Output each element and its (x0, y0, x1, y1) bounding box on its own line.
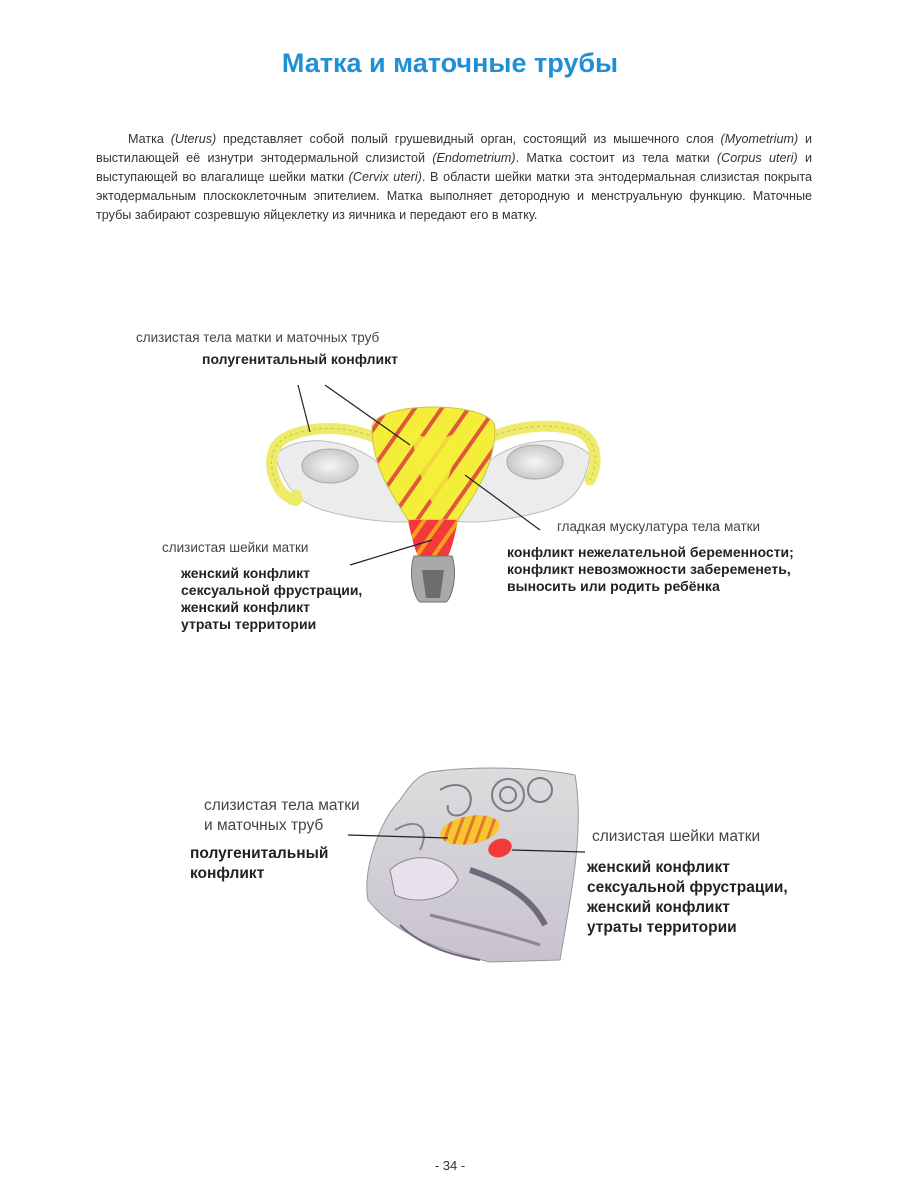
fig1-muscle-conflict-3: выносить или родить ребёнка (507, 578, 720, 594)
fig1-mucosa-body-conflict: полугенитальный конфликт (202, 351, 398, 367)
fig2-mucosa-body-conflict-1: полугенитальный (190, 845, 329, 862)
fig1-mucosa-body-label: слизистая тела матки и маточных труб (136, 330, 380, 345)
fig1-muscle-conflict-1: конфликт нежелательной беременности; (507, 544, 794, 560)
fig2-cervix-label: слизистая шейки матки (592, 828, 761, 845)
fig2-cervix-conflict-3: женский конфликт (587, 899, 730, 916)
fig2-mucosa-body-label-1: слизистая тела матки (204, 797, 360, 814)
fig1-smooth-muscle-label: гладкая мускулатура тела матки (557, 519, 761, 534)
fig1-cervix-conflict-3: женский конфликт (181, 599, 310, 615)
fig2-mucosa-body-label-2: и маточных труб (204, 817, 324, 834)
fig1-cervix-conflict-1: женский конфликт (181, 565, 310, 581)
fig2-cervix-conflict-1: женский конфликт (587, 859, 730, 876)
fig2-cervix-conflict-2: сексуальной фрустрации, (587, 879, 788, 896)
fig1-muscle-conflict-2: конфликт невозможности забеременеть, (507, 561, 791, 577)
fig1-cervix-label: слизистая шейки матки (162, 540, 309, 555)
page-title: Матка и маточные трубы (281, 48, 619, 78)
fig1-cervix-conflict-2: сексуальной фрустрации, (181, 582, 363, 598)
intro-paragraph: Матка (Uterus) представляет собой полый грушевидный орган, состоящий из мышечного слоя (Myometrium) и выстилающей её изнутри энтодермальной слизистой (Endometrium). Матка состоит из тела матки (Corpus uteri) и выступающей во влагалище шейки матки (Cervix uteri). В области шейки матки эта энтодермальная слизистая покрыта эктодермальным плоскоклеточным эпителием. Матка выполняет детородную и менструальную функцию. Маточные трубы забирают созревшую яйцеклетку из яичника и передают его в матку. (96, 132, 813, 222)
page-number: - 34 - (434, 1158, 466, 1173)
fig2-mucosa-body-conflict-2: конфликт (190, 865, 265, 882)
fig1-cervix-conflict-4: утраты территории (181, 616, 317, 632)
fig2-cervix-conflict-4: утраты территории (587, 919, 737, 936)
